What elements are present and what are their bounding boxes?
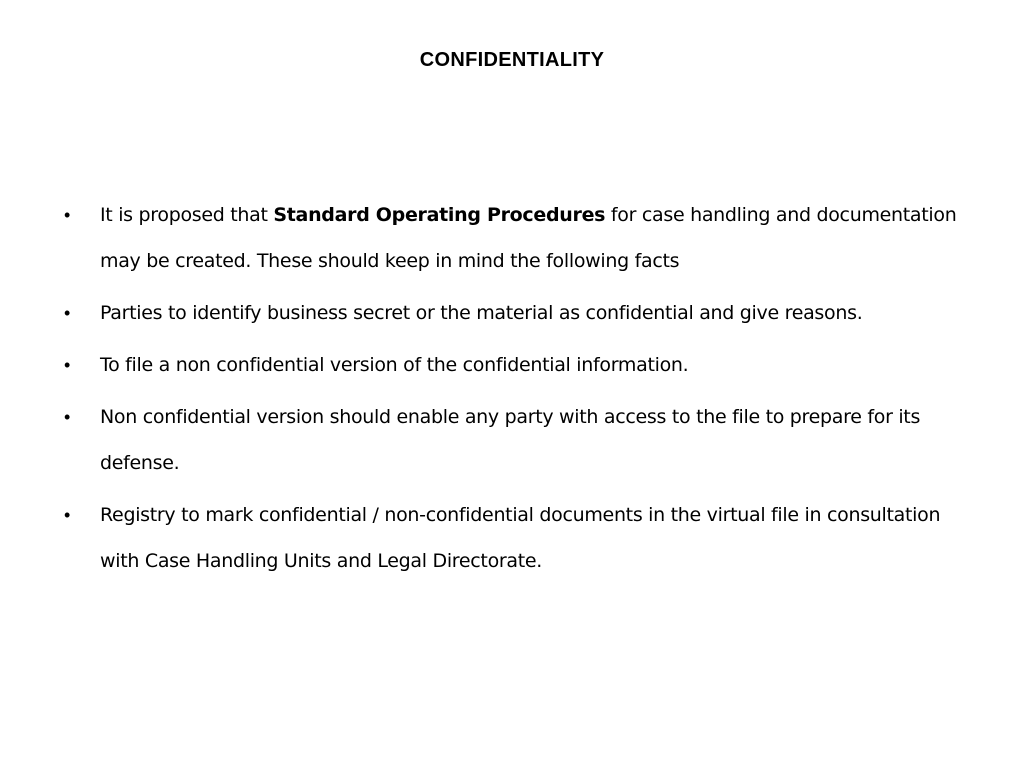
bullet-text: Parties to identify business secret or the material as confidential and give reasons. xyxy=(100,302,863,324)
bullet-item-sop-proposal xyxy=(60,192,970,284)
bullet-text: Registry to mark confidential / non-confidential documents in the virtual file in consultation with Case Handling Units and Legal Directorate. xyxy=(100,504,941,572)
slide-title: CONFIDENTIALITY xyxy=(419,49,605,71)
bullet-item-non-confidential-version xyxy=(60,342,970,388)
bullet-icon: • xyxy=(63,205,70,225)
bullet-text: Non confidential version should enable any party with access to the file to prepare for its defense. xyxy=(100,406,921,474)
bullet-icon: • xyxy=(63,355,70,375)
bullet-text-before: It is proposed that xyxy=(100,204,274,226)
bullet-icon: • xyxy=(63,303,70,323)
bullet-icon: • xyxy=(63,505,70,525)
bullet-item-enable-defense xyxy=(60,394,970,486)
bullet-item-identify-secrets xyxy=(60,290,970,336)
bullet-text: To file a non confidential version of the confidential information. xyxy=(100,354,689,376)
bullet-text-after: for case handling and documentation may be created. These should keep in mind the following facts xyxy=(100,204,957,272)
bullet-text-emphasis: Standard Operating Procedures xyxy=(273,204,606,226)
bullet-item-registry-marking xyxy=(60,492,970,584)
bullet-icon: • xyxy=(63,407,70,427)
bullet-list xyxy=(60,192,970,590)
